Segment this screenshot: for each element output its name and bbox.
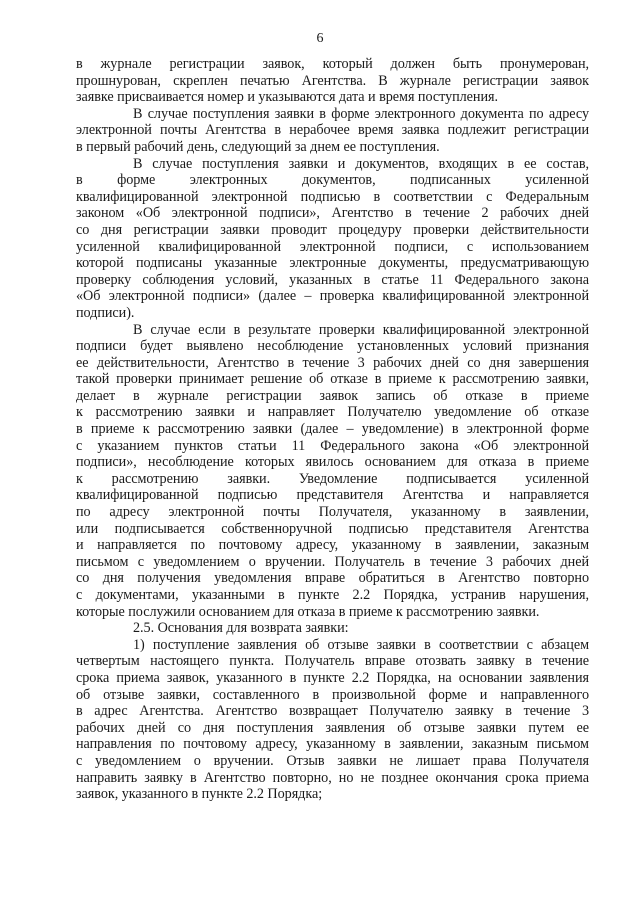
text-line: направления по почтовому адресу, указанному в заявлении, заказным письмом: [76, 736, 589, 753]
text-line: в адрес Агентства. Агентство возвращает Получателю заявку в течение 3: [76, 703, 589, 720]
text-line: прошнурован, скреплен печатью Агентства. В журнале регистрации заявок: [76, 72, 589, 89]
text-line: которые послужили основанием для отказа в приеме к рассмотрению заявки.: [76, 603, 540, 620]
text-line: в форме электронных документов, подписанных усиленной: [76, 172, 589, 189]
text-line: об отзыве заявки, составленного в произвольной форме и направленного: [76, 686, 589, 703]
text-line: В случае поступления заявки и документов, входящих в ее состав,: [133, 155, 589, 172]
text-line: со дня получения уведомления вправе обратиться в Агентство повторно: [76, 570, 589, 587]
text-line: квалифицированной электронной подписью в соответствии с Федеральным: [76, 188, 589, 205]
text-line: подписи).: [76, 304, 135, 321]
page-number: 6: [316, 31, 324, 46]
text-line: которой подписаны указанные электронные документы, предусматривающую: [76, 255, 589, 272]
text-line: делает в журнале регистрации заявок запись об отказе в приеме: [76, 387, 589, 404]
text-line: квалифицированной подписью представителя Агентства и направляется: [76, 487, 589, 504]
text-line: направить заявку в Агентство повторно, но не позднее окончания срока приема: [76, 769, 589, 786]
text-line: заявок, указанного в пункте 2.2 Порядка;: [76, 786, 323, 803]
text-line: заявке присваивается номер и указываются дата и время поступления.: [76, 89, 498, 106]
text-line: в первый рабочий день, следующий за днем ее поступления.: [76, 138, 440, 155]
text-line: «Об электронной подписи» (далее – проверка квалифицированной электронной: [76, 288, 589, 305]
text-line: такой проверки принимает решение об отказе в приеме к рассмотрению заявки,: [76, 371, 589, 388]
text-line: 2.5. Основания для возврата заявки:: [133, 620, 349, 637]
text-line: к рассмотрению заявки и направляет Получателю уведомление об отказе: [76, 404, 589, 421]
document-body: [76, 56, 589, 803]
text-line: с документами, указанными в пункте 2.2 Порядка, устранив нарушения,: [76, 587, 589, 603]
text-line: в приеме к рассмотрению заявки (далее – уведомление) в электронной форме: [76, 421, 589, 438]
text-line: ее действительности, Агентство в течение 3 рабочих дней со дня завершения: [76, 354, 589, 371]
text-line: или подписывается собственноручной подписью представителя Агентства: [76, 520, 589, 537]
text-line: со дня регистрации заявки проводит процедуру проверки действительности: [76, 221, 589, 238]
text-line: подписи», несоблюдение которых явилось основанием для отказа в приеме: [76, 454, 589, 471]
text-line: по адресу электронной почты Получателя, указанному в заявлении,: [76, 504, 589, 521]
text-line: законом «Об электронной подписи», Агентство в течение 2 рабочих дней: [76, 205, 589, 222]
text-line: с уведомлением о вручении. Отзыв заявки не лишает права Получателя: [76, 752, 589, 769]
text-line: к рассмотрению заявки. Уведомление подписывается усиленной: [76, 470, 589, 487]
text-line: электронной почты Агентства в нерабочее время заявка подлежит регистрации: [76, 122, 589, 139]
text-line: четвертым настоящего пункта. Получатель вправе отозвать заявку в течение: [76, 653, 589, 670]
text-line: В случае поступления заявки в форме электронного документа по адресу: [133, 105, 589, 122]
text-line: срока приема заявок, указанного в пункте 2.2 Порядка, на основании заявления: [76, 669, 589, 686]
text-line: рабочих дней со дня поступления заявления об отзыве заявки путем ее: [76, 719, 589, 736]
text-line: 1) поступление заявления об отзыве заявки в соответствии с абзацем: [133, 636, 589, 653]
text-line: В случае если в результате проверки квалифицированной электронной: [133, 321, 589, 338]
text-line: подписи будет выявлено несоблюдение установленных условий признания: [76, 338, 589, 355]
text-line: проверку соблюдения условий, указанных в статье 11 Федерального закона: [76, 271, 589, 288]
text-line: письмом с уведомлением о вручении. Получатель в течение 3 рабочих дней: [76, 553, 589, 570]
text-line: усиленной квалифицированной электронной подписи, с использованием: [76, 238, 589, 255]
text-line: с указанием пунктов статьи 11 Федерального закона «Об электронной: [76, 437, 589, 454]
text-line: и направляется по почтовому адресу, указанному в заявлении, заказным: [76, 537, 589, 554]
text-line: в журнале регистрации заявок, который должен быть пронумерован,: [76, 56, 589, 72]
